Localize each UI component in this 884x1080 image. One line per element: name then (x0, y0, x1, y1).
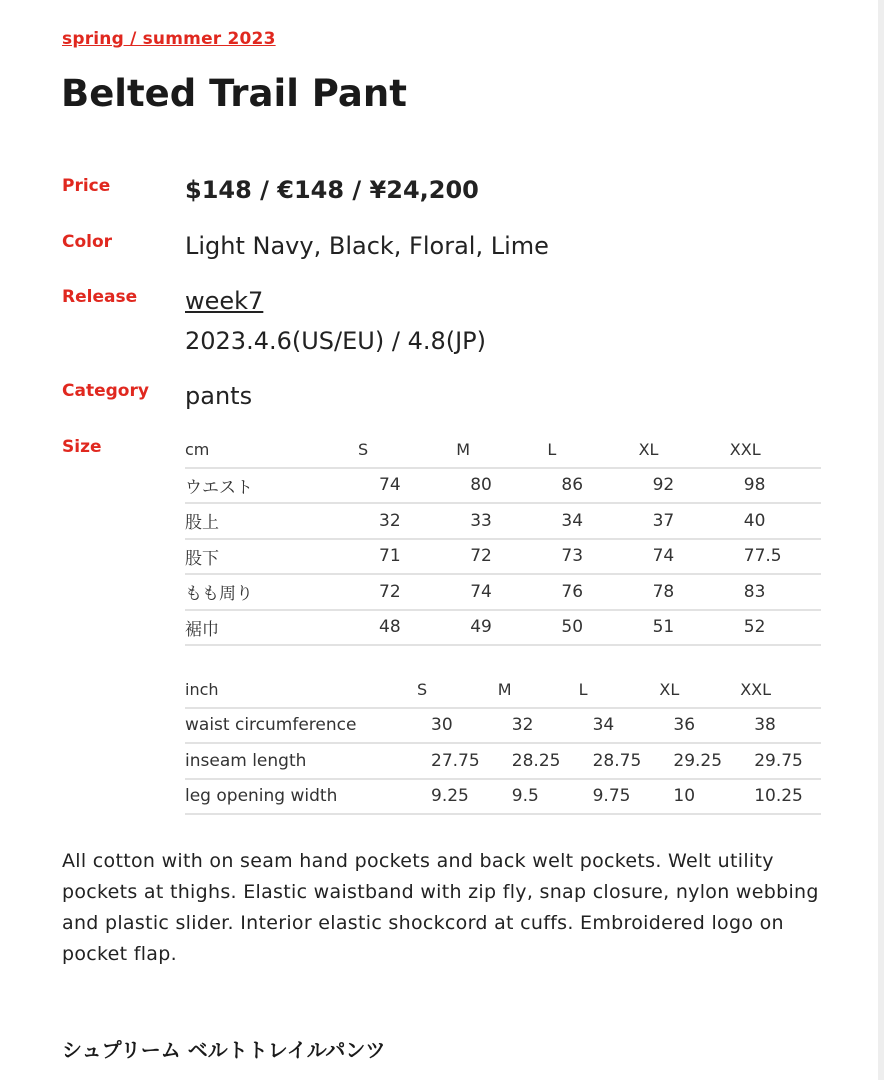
table-header-cell: XL (639, 433, 730, 468)
size-table-inch (185, 673, 821, 815)
table-header-cell: M (456, 433, 547, 468)
table-header-row (185, 673, 821, 708)
japanese-product-name: シュプリーム ベルトトレイルパンツ (62, 1038, 386, 1062)
table-cell: 49 (456, 610, 547, 646)
table-row-label: もも周り (185, 574, 365, 610)
category-label: Category (62, 381, 149, 401)
table-row-label: waist circumference (185, 708, 417, 744)
release-week-link[interactable]: week7 (185, 287, 264, 315)
product-title: Belted Trail Pant (61, 72, 407, 115)
table-cell: 34 (547, 503, 638, 539)
table-cell: 52 (730, 610, 821, 646)
table-cell: 73 (547, 539, 638, 575)
price-label: Price (62, 176, 111, 196)
table-cell: 98 (730, 468, 821, 504)
table-cell: 71 (365, 539, 456, 575)
table-cell: 78 (639, 574, 730, 610)
release-date: 2023.4.6(US/EU) / 4.8(JP) (185, 327, 487, 355)
table-cell: 86 (547, 468, 638, 504)
table-header-cell: S (365, 433, 456, 468)
table-cell: 74 (365, 468, 456, 504)
table-cell: 9.75 (579, 779, 660, 815)
table-cell: 72 (365, 574, 456, 610)
table-row (185, 468, 821, 504)
table-cell: 32 (498, 708, 579, 744)
table-cell: 34 (579, 708, 660, 744)
table-cell: 10 (659, 779, 740, 815)
page-edge-divider (878, 0, 884, 1080)
table-cell: 9.5 (498, 779, 579, 815)
table-cell: 28.75 (579, 743, 660, 779)
product-description: All cotton with on seam hand pockets and back welt pockets. Welt utility pockets at thighs. Elastic waistband with zip fly, snap closure, nylon webbing and plastic slider. Interior elastic shockcord at cuffs. Embroidered logo on pocket flap. (62, 850, 819, 965)
table-cell: 76 (547, 574, 638, 610)
table-cell: 30 (417, 708, 498, 744)
table-cell: 32 (365, 503, 456, 539)
table-header-cell: inch (185, 673, 417, 708)
table-cell: 29.75 (740, 743, 821, 779)
table-cell: 38 (740, 708, 821, 744)
table-row-label: 股下 (185, 539, 365, 575)
table-row (185, 539, 821, 575)
table-cell: 27.75 (417, 743, 498, 779)
season-link[interactable]: spring / summer 2023 (62, 29, 276, 49)
table-cell: 36 (659, 708, 740, 744)
table-cell: 72 (456, 539, 547, 575)
table-header-cell: L (579, 673, 660, 708)
table-cell: 40 (730, 503, 821, 539)
table-cell: 77.5 (730, 539, 821, 575)
table-header-cell: S (417, 673, 498, 708)
table-row (185, 743, 821, 779)
table-cell: 48 (365, 610, 456, 646)
table-header-cell: M (498, 673, 579, 708)
table-row-label: 股上 (185, 503, 365, 539)
table-cell: 28.25 (498, 743, 579, 779)
table-row (185, 503, 821, 539)
table-row (185, 610, 821, 646)
table-cell: 51 (639, 610, 730, 646)
price-value: $148 / €148 / ¥24,200 (185, 176, 479, 204)
size-table-cm (185, 433, 821, 646)
table-header-cell: L (547, 433, 638, 468)
category-value: pants (185, 382, 253, 410)
color-label: Color (62, 232, 113, 252)
table-cell: 74 (456, 574, 547, 610)
table-header-row (185, 433, 821, 468)
table-row (185, 574, 821, 610)
size-label: Size (62, 437, 102, 457)
table-row-label: ウエスト (185, 468, 365, 504)
table-cell: 80 (456, 468, 547, 504)
table-cell: 9.25 (417, 779, 498, 815)
table-cell: 33 (456, 503, 547, 539)
table-cell: 10.25 (740, 779, 821, 815)
table-cell: 29.25 (659, 743, 740, 779)
color-value: Light Navy, Black, Floral, Lime (185, 232, 549, 260)
release-label: Release (62, 287, 138, 307)
table-row-label: inseam length (185, 743, 417, 779)
table-cell: 92 (639, 468, 730, 504)
table-row (185, 779, 821, 815)
table-row-label: leg opening width (185, 779, 417, 815)
table-row (185, 708, 821, 744)
table-cell: 37 (639, 503, 730, 539)
table-cell: 74 (639, 539, 730, 575)
table-header-cell: cm (185, 433, 365, 468)
table-header-cell: XXL (740, 673, 821, 708)
table-cell: 83 (730, 574, 821, 610)
table-cell: 50 (547, 610, 638, 646)
table-header-cell: XL (659, 673, 740, 708)
table-header-cell: XXL (730, 433, 821, 468)
table-row-label: 裾巾 (185, 610, 365, 646)
